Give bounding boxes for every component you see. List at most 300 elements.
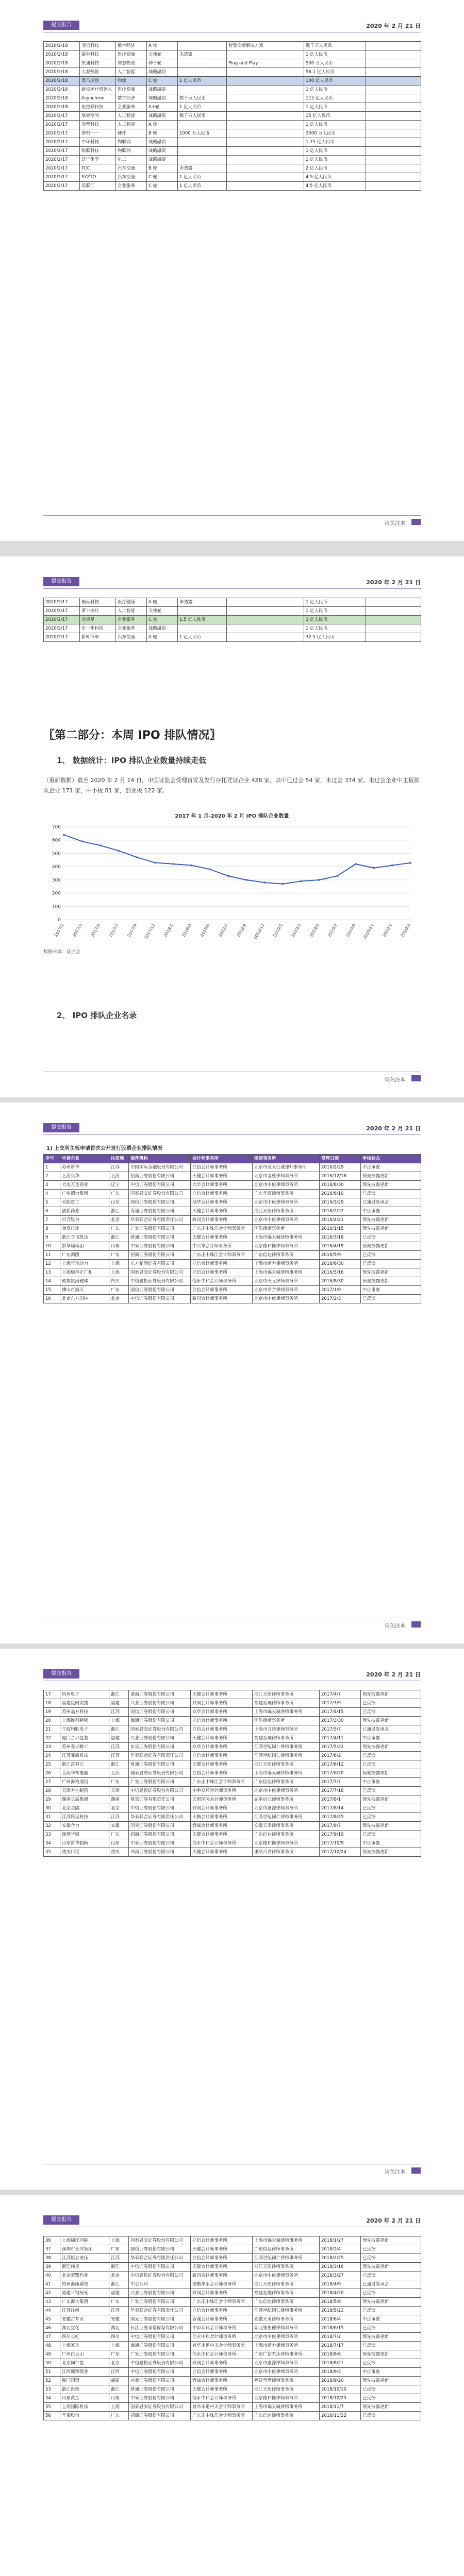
table-cell: 萝卜医疗 <box>80 607 116 616</box>
page-footer <box>43 2164 421 2177</box>
table-cell: 东方花旗证券有限公司 <box>129 1260 191 1268</box>
table-cell: 海通证券股份有限公司 <box>129 2342 191 2350</box>
table-cell: 广东 <box>109 1251 129 1260</box>
table-cell: 2020/2/17 <box>44 598 80 607</box>
table-cell: 预先披露更新 <box>361 2350 421 2359</box>
table-cell: 2018/8/21 <box>320 2359 361 2368</box>
table-cell: 已通过发审会 <box>361 1725 421 1734</box>
table-cell: 兴业证券股份有限公司 <box>129 1734 191 1743</box>
table-cell: 广东 <box>109 2412 129 2420</box>
table-row <box>44 1181 421 1190</box>
table-cell: 未透露 <box>178 164 227 173</box>
table-cell: 人工智能 <box>116 607 147 616</box>
table-cell: 江苏恒立液压 <box>60 2254 109 2263</box>
table-cell: 广东正中珠江会计师事务所 <box>191 1251 253 1260</box>
table-cell: 医疗健康 <box>116 50 147 59</box>
table-cell <box>366 129 421 138</box>
table-cell: 已反馈 <box>361 1233 421 1242</box>
table-row <box>44 1752 421 1760</box>
table-row <box>44 1251 421 1260</box>
table-row <box>44 2385 421 2394</box>
table-cell: 2020/2/17 <box>44 164 80 173</box>
table-cell: 化工 <box>116 156 147 164</box>
table-cell <box>227 103 304 112</box>
table-cell: 佛山市海天 <box>60 1286 109 1295</box>
table-cell: 物流 <box>116 77 147 86</box>
table-cell: 2017/2/3 <box>320 1295 361 1303</box>
table-cell: 安徽 <box>109 1822 129 1831</box>
table-cell: 顺天科技 <box>80 598 116 607</box>
table-cell: 广发证券股份有限公司 <box>129 2298 191 2307</box>
table-cell: 中信证券股份有限公司 <box>129 1181 191 1190</box>
table-cell: 海通证券股份有限公司 <box>129 1717 191 1725</box>
table-cell: 已反馈 <box>361 2359 421 2368</box>
chart-source: 数据来源：证监会 <box>43 950 81 955</box>
table-cell <box>227 129 304 138</box>
table-cell: 北京市嘉源律师事务所 <box>253 2359 320 2368</box>
table-cell: 华泰联合证券有限责任公司 <box>129 2254 191 2263</box>
table-cell: 2020/2/18 <box>44 94 80 103</box>
table-cell: 预先披露更新 <box>361 1769 421 1778</box>
table-cell: 2017/1/9 <box>320 1286 361 1295</box>
table-cell: 北京市金杜律师事务所 <box>253 1172 320 1181</box>
table-row <box>44 50 421 59</box>
table-cell: 深圳市长方集团 <box>60 2245 109 2254</box>
financing-table-2 <box>43 598 421 642</box>
header-date: 2020 年 2 月 21 日 <box>366 1125 421 1132</box>
table-row <box>44 1848 421 1857</box>
table-cell: 北京市中伦律师事务所 <box>253 2333 320 2342</box>
table-cell: 招商证券股份有限公司 <box>129 2412 191 2420</box>
table-cell: 天健会计师事务所 <box>191 1760 253 1769</box>
table-cell: 立信会计师事务所 <box>191 1752 253 1760</box>
table-cell: Plug and Play <box>227 59 304 68</box>
table-row <box>44 112 421 121</box>
table-cell: 立信会计师事务所 <box>191 1286 253 1295</box>
x-tick-label: 2019/7 <box>327 923 339 938</box>
table-row <box>44 121 421 129</box>
table-cell: 德勤华永会计师事务所 <box>191 2280 253 2289</box>
table-row <box>44 1172 421 1181</box>
table-cell: 广东信达律师事务所 <box>253 2245 320 2254</box>
ipo-table-3 <box>43 2236 421 2420</box>
table-cell: 中环科技 <box>80 138 116 147</box>
table-row <box>44 1260 421 1268</box>
table-cell: 壹智科技 <box>80 121 116 129</box>
ipo-table-1 <box>43 1154 421 1303</box>
footer-mark <box>411 2167 421 2174</box>
table-cell: 已反馈 <box>361 1804 421 1813</box>
table-cell <box>178 624 227 633</box>
table-cell: 四川 <box>109 2333 129 2342</box>
table-cell: 广东正中珠江会计师事务所 <box>191 2412 253 2420</box>
table-row <box>44 2412 421 2420</box>
table-cell: 预先披露更新 <box>361 1268 421 1277</box>
table-row <box>44 1699 421 1708</box>
table-cell: 上海 <box>109 1717 129 1725</box>
table-cell: 信永中和会计师事务所 <box>191 2350 253 2359</box>
table-row <box>44 1233 421 1242</box>
data-point <box>355 863 357 865</box>
x-tick-label: 2019/9 <box>345 923 357 938</box>
table-cell: 8 <box>44 1225 60 1233</box>
table-cell: 北京 <box>109 1216 129 1225</box>
table-cell: 浙江 <box>109 1760 129 1769</box>
table-cell: 浙商证券股份有限公司 <box>129 1690 191 1699</box>
table-row <box>44 1268 421 1277</box>
table-cell: 掌机一一 <box>80 129 116 138</box>
table-cell: 江西 <box>109 2368 129 2377</box>
table-cell: 杭州电子 <box>60 1690 109 1699</box>
table-cell: 厦门国贸 <box>60 2377 109 2385</box>
table-cell: 国元证券股份有限公司 <box>129 1822 191 1831</box>
table-cell: 豪神科技 <box>80 50 116 59</box>
table-cell: 1 亿人民币 <box>304 624 366 633</box>
table-cell: 北京金隅 <box>60 1804 109 1813</box>
table-cell: 新松医疗机器人 <box>80 86 116 94</box>
table-cell: 北京市嘉源律师事务所 <box>253 1804 320 1813</box>
table-cell: 人工智能 <box>116 68 147 77</box>
table-cell <box>227 68 304 77</box>
table-cell: 人工智能 <box>116 121 147 129</box>
table-cell: C 轮 <box>147 616 178 624</box>
table-cell: 浙江 <box>109 1233 129 1242</box>
table-cell: 15 亿人民币 <box>304 112 366 121</box>
table-cell: B 轮 <box>147 164 178 173</box>
x-tick-label: 2017/5 <box>90 923 102 938</box>
table-row <box>44 1795 421 1804</box>
table-cell: 预先披露更新 <box>361 1181 421 1190</box>
table-cell: 45 <box>44 2315 60 2324</box>
table-cell: 容诚会计师事务所 <box>191 2315 253 2324</box>
table-cell: C 轮 <box>147 173 178 182</box>
table-cell: 天健会计师事务所 <box>191 2245 253 2254</box>
footer-text: 请关注本 <box>385 1077 405 1083</box>
table-cell: 2020/2/17 <box>44 624 80 633</box>
table-cell: 天津力生制药 <box>60 1787 109 1795</box>
table-row <box>44 2394 421 2403</box>
table-cell: 2016/8/30 <box>320 1181 361 1190</box>
table-cell: 广州白云山 <box>60 2350 109 2359</box>
table-cell: 江苏世纪同仁律师事务所 <box>253 1743 320 1752</box>
table-cell: 致同会计师事务所 <box>191 1699 253 1708</box>
table-cell: 2018/2/4 <box>320 2245 361 2254</box>
table-cell: 财通证券股份有限公司 <box>129 1760 191 1769</box>
table-cell: 2016/6/30 <box>320 1260 361 1268</box>
table-cell <box>366 50 421 59</box>
data-point <box>409 862 411 864</box>
table-cell: 2017/3/9 <box>320 1699 361 1708</box>
table-cell: 上海市通力律师事务所 <box>253 1260 320 1268</box>
table-cell: 2018/7/17 <box>320 2342 361 2350</box>
table-cell: 天职国际会计师事务所 <box>191 1795 253 1804</box>
table-cell: 10 <box>44 1242 60 1251</box>
table-cell: 财通证券股份有限公司 <box>129 1233 191 1242</box>
header-tag: 提交报告 <box>43 1669 79 1679</box>
table-cell: 3 <box>44 1181 60 1190</box>
table-cell: 55 <box>44 2403 60 2412</box>
header-tag: 提交报告 <box>43 21 79 30</box>
table-cell: 2017/4/7 <box>320 1690 361 1699</box>
table-cell: 已反馈 <box>361 1708 421 1717</box>
table-cell: 国泰君安证券股份有限公司 <box>129 1190 191 1198</box>
table-cell: 2020/2/18 <box>44 59 80 68</box>
table-cell: 49 <box>44 2350 60 2359</box>
table-cell: 已反馈 <box>361 2394 421 2403</box>
table-cell: 北京 <box>109 1804 129 1813</box>
table-cell: 2016/4/19 <box>320 1242 361 1251</box>
table-cell <box>227 173 304 182</box>
table-cell: 1 亿人民币 <box>304 103 366 112</box>
table-cell: 国浩律师事务所 <box>253 1225 320 1233</box>
table-cell: 瑞华会计师事务所 <box>191 1198 253 1207</box>
table-cell: 中审众环会计师事务所 <box>191 2324 253 2333</box>
data-point <box>191 865 193 867</box>
x-tick-label: 2019/3 <box>290 923 302 938</box>
x-tick-label: 2019/5 <box>309 923 320 938</box>
table-cell: 人工智能 <box>116 112 147 121</box>
table-cell: 国泰君安证券股份有限公司 <box>129 1769 191 1778</box>
table-cell: 立信会计师事务所 <box>191 2368 253 2377</box>
ipo-queue-line-chart <box>43 822 421 945</box>
table-cell: 已反馈 <box>361 2385 421 2394</box>
table-cell: 智慧物流 <box>116 59 147 68</box>
table-cell <box>227 86 304 94</box>
table-cell: 预先披露更新 <box>361 2298 421 2307</box>
table-cell: 中止审查 <box>361 1839 421 1848</box>
table-cell: 预先披露更新 <box>361 1848 421 1857</box>
table-cell: 5 <box>44 1198 60 1207</box>
table-cell: 新叶汽车 <box>80 633 116 642</box>
table-cell: 中泰证券股份有限公司 <box>129 1839 191 1848</box>
table-cell: 2016/8/30 <box>320 1277 361 1286</box>
table-cell: 已反馈 <box>361 1787 421 1795</box>
table-cell: 国元证券股份有限公司 <box>129 2315 191 2324</box>
table-cell: 2017/9/19 <box>320 1831 361 1839</box>
table-cell: 2017/4/11 <box>320 1734 361 1743</box>
table-cell: A 轮 <box>147 598 178 607</box>
table-cell: 预先披露更新 <box>361 1795 421 1804</box>
table-row <box>44 624 421 633</box>
table-cell: 北京市中伦律师事务所 <box>253 1198 320 1207</box>
table-cell: 1.75 亿人民币 <box>304 138 366 147</box>
table-cell: Asynchron <box>80 94 116 103</box>
table-cell: 信永中和会计师事务所 <box>191 2394 253 2403</box>
table-cell: 2018/6/4 <box>320 2315 361 2324</box>
table-cell <box>227 182 304 191</box>
table-cell <box>366 42 421 50</box>
table-cell: 立信会计师事务所 <box>191 1725 253 1734</box>
table-cell: 立信会计师事务所 <box>191 1769 253 1778</box>
table-cell: 海通证券股份有限公司 <box>129 1207 191 1216</box>
table-cell: 福建星网锐捷 <box>60 1699 109 1708</box>
table-cell: 江苏 <box>109 2254 129 2263</box>
table-cell: 2020/2/18 <box>44 103 80 112</box>
data-point <box>391 865 393 867</box>
table-cell: 上海 <box>109 1769 129 1778</box>
table-row <box>44 2350 421 2359</box>
table-row <box>44 1690 421 1699</box>
table-cell: 预先披露更新 <box>361 1690 421 1699</box>
table-cell: 北京市天元律师事务所 <box>253 1277 320 1286</box>
table-cell: 2020/2/17 <box>44 112 80 121</box>
y-tick-label: 100 <box>52 904 61 910</box>
page-header <box>43 2215 421 2227</box>
table-row <box>44 1198 421 1207</box>
table-cell: 已通过发审会 <box>361 2280 421 2289</box>
header-tag: 提交报告 <box>43 1123 79 1132</box>
data-point <box>227 875 229 877</box>
table-cell: 1 亿人民币 <box>304 598 366 607</box>
table-cell: 天健会计师事务所 <box>191 1207 253 1216</box>
table-cell: 预先披露更新 <box>361 1743 421 1752</box>
table-cell: 16 <box>44 1295 60 1303</box>
table-cell: 成都银河磁体 <box>60 1277 109 1286</box>
table-cell: 安徽合力 <box>60 1822 109 1831</box>
table-cell <box>366 86 421 94</box>
table-cell: 天健会计师事务所 <box>191 1734 253 1743</box>
table-row <box>44 1295 421 1303</box>
table-cell: 上海市锦天城律师事务所 <box>253 1769 320 1778</box>
table-cell: 物联网 <box>116 138 147 147</box>
table-cell: 广东 <box>109 1778 129 1787</box>
table-cell: 种子轮 <box>147 59 178 68</box>
table-cell: 浙江天册律师事务所 <box>253 1760 320 1769</box>
table-cell: 医控联科技 <box>80 103 116 112</box>
table-cell: 中止审查 <box>361 1163 421 1172</box>
table-cell: 江苏 <box>109 1813 129 1822</box>
table-cell: B 轮 <box>147 129 178 138</box>
table-cell: 上海市锦天城律师事务所 <box>253 1268 320 1277</box>
financing-table-1 <box>43 41 421 191</box>
table-cell: 未透露 <box>178 50 227 59</box>
table-cell: 2017/6/2 <box>320 1752 361 1760</box>
table-cell: 广东海大集团 <box>60 2298 109 2307</box>
table-cell: 2020/2/17 <box>44 182 80 191</box>
table-header-cell: 序号 <box>44 1155 60 1163</box>
table-cell: 天健会计师事务所 <box>191 1831 253 1839</box>
table-cell: 1 亿人民币 <box>304 607 366 616</box>
table-cell: 天健会计师事务所 <box>191 1848 253 1857</box>
table-cell: 福建 <box>109 2289 129 2298</box>
table-row <box>44 103 421 112</box>
table-cell: 浙江今飞凯达 <box>60 1233 109 1242</box>
table-cell: 已反馈 <box>361 1251 421 1260</box>
table-cell: 锐联科技 <box>80 147 116 156</box>
table-cell: 预先披露更新 <box>361 2263 421 2272</box>
table-cell: 46 <box>44 2324 60 2333</box>
table-cell: 长江证券承销保荐有限公司 <box>129 2324 191 2333</box>
table-cell: 2018/2/25 <box>320 2254 361 2263</box>
x-tick-label: 2018/7 <box>218 923 229 938</box>
table-cell: 47 <box>44 2333 60 2342</box>
table-cell: 23 <box>44 1743 60 1752</box>
table-cell: 山东 <box>109 2394 129 2403</box>
table-cell: SYZTO <box>80 173 116 182</box>
table-cell: 32.5 亿人民币 <box>304 633 366 642</box>
table-cell: 致同会计师事务所 <box>191 1295 253 1303</box>
table-header-cell: 受理日期 <box>320 1155 361 1163</box>
table-cell: 1 亿人民币 <box>178 77 227 86</box>
table-cell: 重庆 <box>109 1848 129 1857</box>
table-cell: 百合股份 <box>60 1216 109 1225</box>
table-cell: 国泰君安证券股份有限公司 <box>129 2403 191 2412</box>
table-cell <box>227 633 304 642</box>
table-cell: 已反馈 <box>361 2245 421 2254</box>
table-cell: 天健会计师事务所 <box>191 1172 253 1181</box>
table-header-cell: 审核状态 <box>361 1155 421 1163</box>
table-cell: 江苏世纪同仁律师事务所 <box>253 2254 320 2263</box>
table-cell: 汽车交通 <box>116 164 147 173</box>
table-row <box>44 2298 421 2307</box>
table-cell: 国信证券股份有限公司 <box>129 2245 191 2254</box>
table-cell: 2 亿人民币 <box>304 164 366 173</box>
table-cell: 辽宁 <box>109 1181 129 1190</box>
table-cell: 2016/5/9 <box>320 1251 361 1260</box>
table-cell <box>366 103 421 112</box>
table-cell: 普华永道中天会计师事务所 <box>191 2403 253 2412</box>
x-tick-label: 2018/3 <box>181 923 193 938</box>
table-cell: 招商证券股份有限公司 <box>129 1251 191 1260</box>
table-cell: 福建 <box>109 1734 129 1743</box>
table-cell <box>227 112 304 121</box>
table-cell: 53 <box>44 2385 60 2394</box>
table-cell: 2020/2/17 <box>44 121 80 129</box>
page-3 <box>0 1103 464 1643</box>
table-row <box>44 156 421 164</box>
y-tick-label: 0 <box>58 918 61 923</box>
table-cell: 2017/10/24 <box>320 1848 361 1857</box>
data-point <box>263 882 266 884</box>
table-cell: 苏州春兴精工 <box>60 1743 109 1752</box>
table-cell <box>366 164 421 173</box>
table-cell: 东吴证券股份有限公司 <box>129 1743 191 1752</box>
table-cell: 立信会计师事务所 <box>191 1163 253 1172</box>
table-cell <box>366 77 421 86</box>
table-cell: 中信建投证券股份有限公司 <box>129 1787 191 1795</box>
table-cell: 数字经济 <box>116 42 147 50</box>
x-tick-label: 2018/5 <box>199 923 211 938</box>
table-cell <box>227 50 304 59</box>
footer-text: 请关注本 <box>385 2170 405 2175</box>
x-tick-label: 2018/11 <box>253 923 266 940</box>
page-footer <box>43 515 421 528</box>
table-row <box>44 1277 421 1286</box>
table-cell: 2020/2/18 <box>44 68 80 77</box>
table-cell: 浙江 <box>109 2280 129 2289</box>
table-row <box>44 1163 421 1172</box>
table-cell: 北京市中伦律师事务所 <box>253 2368 320 2377</box>
table-cell: 2018/10/10 <box>320 2385 361 2394</box>
table-cell: 浙江天册律师事务所 <box>253 1207 320 1216</box>
table-cell: 27 <box>44 1778 60 1787</box>
table-cell: 浙江伟星 <box>60 2263 109 2272</box>
table-cell: 1 亿人民币 <box>178 103 227 112</box>
table-row <box>44 607 421 616</box>
table-row <box>44 2315 421 2324</box>
table-cell: 浙江 <box>109 2385 129 2394</box>
table-cell: 北京德和衡律师事务所 <box>253 1242 320 1251</box>
table-cell <box>227 121 304 129</box>
ipo-table-2 <box>43 1690 421 1857</box>
table-cell: 上海华培动力 <box>60 1260 109 1268</box>
table-cell <box>366 147 421 156</box>
footer-mark <box>411 1621 421 1628</box>
table-cell: 广州德力集团 <box>60 1190 109 1198</box>
table-cell <box>227 77 304 86</box>
table-cell: 2017/7/18 <box>320 1787 361 1795</box>
table-cell: 北京市中伦律师事务所 <box>253 2272 320 2280</box>
